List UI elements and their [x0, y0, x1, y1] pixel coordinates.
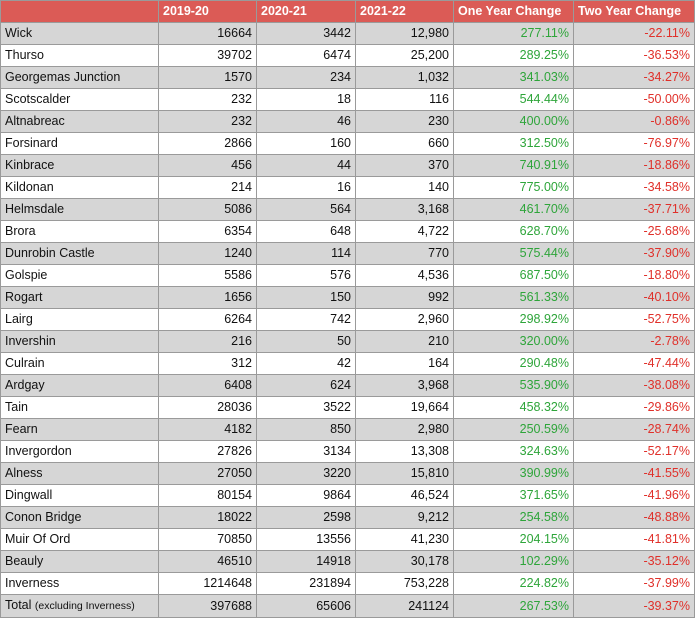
one-year-change-cell[interactable]: 102.29% [454, 551, 574, 573]
two-year-change-cell[interactable]: -41.55% [574, 463, 695, 485]
one-year-change-cell[interactable]: 400.00% [454, 111, 574, 133]
header-2019-20[interactable]: 2019-20 [159, 1, 257, 23]
station-name-cell[interactable]: Invergordon [1, 441, 159, 463]
two-year-change-cell[interactable]: -2.78% [574, 331, 695, 353]
value-2020-21-cell[interactable]: 576 [257, 265, 356, 287]
value-2021-22-cell[interactable]: 4,536 [356, 265, 454, 287]
value-2021-22-cell[interactable]: 164 [356, 353, 454, 375]
table-row [1, 67, 695, 89]
table-row [1, 221, 695, 243]
two-year-change-cell[interactable]: -41.81% [574, 529, 695, 551]
one-year-change-cell[interactable]: 535.90% [454, 375, 574, 397]
value-2021-22-cell[interactable]: 46,524 [356, 485, 454, 507]
total-label-note: (excluding Inverness) [34, 600, 135, 612]
table-row [1, 529, 695, 551]
value-2020-21-cell[interactable]: 3220 [257, 463, 356, 485]
one-year-change-cell[interactable]: 224.82% [454, 573, 574, 595]
table-row [1, 397, 695, 419]
table-row [1, 89, 695, 111]
one-year-change-cell[interactable]: 320.00% [454, 331, 574, 353]
value-2020-21-cell[interactable]: 2598 [257, 507, 356, 529]
total-label: Total [5, 598, 32, 612]
value-2020-21-cell[interactable]: 18 [257, 89, 356, 111]
value-2021-22-cell[interactable]: 1,032 [356, 67, 454, 89]
value-2021-22-cell[interactable]: 2,960 [356, 309, 454, 331]
one-year-change-cell[interactable]: 289.25% [454, 45, 574, 67]
table-row [1, 309, 695, 331]
table-row [1, 463, 695, 485]
station-name-cell[interactable]: Dunrobin Castle [1, 243, 159, 265]
value-2019-20-cell[interactable]: 456 [159, 155, 257, 177]
value-2021-22-cell[interactable]: 3,168 [356, 199, 454, 221]
table-body [1, 23, 695, 618]
one-year-change-cell[interactable]: 298.92% [454, 309, 574, 331]
value-2020-21-cell[interactable]: 160 [257, 133, 356, 155]
station-name-cell[interactable]: Brora [1, 221, 159, 243]
one-year-change-cell[interactable]: 390.99% [454, 463, 574, 485]
station-name-cell[interactable]: Golspie [1, 265, 159, 287]
station-name-cell[interactable]: Ardgay [1, 375, 159, 397]
value-2019-20-cell[interactable]: 18022 [159, 507, 257, 529]
value-2019-20-cell[interactable]: 4182 [159, 419, 257, 441]
value-2021-22-cell[interactable]: 30,178 [356, 551, 454, 573]
value-2019-20-cell[interactable]: 80154 [159, 485, 257, 507]
station-name-cell[interactable]: Beauly [1, 551, 159, 573]
value-2020-21-cell[interactable]: 234 [257, 67, 356, 89]
one-year-change-cell[interactable]: 371.65% [454, 485, 574, 507]
table-row [1, 353, 695, 375]
value-2019-20-cell[interactable]: 232 [159, 111, 257, 133]
two-year-change-cell[interactable]: -22.11% [574, 23, 695, 45]
total-two-year-change-cell[interactable]: -39.37% [574, 595, 695, 618]
value-2021-22-cell[interactable]: 770 [356, 243, 454, 265]
value-2021-22-cell[interactable]: 12,980 [356, 23, 454, 45]
value-2020-21-cell[interactable]: 3522 [257, 397, 356, 419]
two-year-change-cell[interactable]: -37.71% [574, 199, 695, 221]
value-2019-20-cell[interactable]: 46510 [159, 551, 257, 573]
station-name-cell[interactable]: Scotscalder [1, 89, 159, 111]
value-2019-20-cell[interactable]: 232 [159, 89, 257, 111]
one-year-change-cell[interactable]: 254.58% [454, 507, 574, 529]
table-row [1, 573, 695, 595]
value-2021-22-cell[interactable]: 660 [356, 133, 454, 155]
value-2019-20-cell[interactable]: 6408 [159, 375, 257, 397]
two-year-change-cell[interactable]: -37.90% [574, 243, 695, 265]
header-row [1, 1, 695, 23]
value-2020-21-cell[interactable]: 14918 [257, 551, 356, 573]
value-2019-20-cell[interactable]: 1240 [159, 243, 257, 265]
one-year-change-cell[interactable]: 575.44% [454, 243, 574, 265]
one-year-change-cell[interactable]: 312.50% [454, 133, 574, 155]
value-2019-20-cell[interactable]: 39702 [159, 45, 257, 67]
station-name-cell[interactable]: Forsinard [1, 133, 159, 155]
two-year-change-cell[interactable]: -18.86% [574, 155, 695, 177]
one-year-change-cell[interactable]: 341.03% [454, 67, 574, 89]
value-2019-20-cell[interactable]: 27826 [159, 441, 257, 463]
station-name-cell[interactable]: Inverness [1, 573, 159, 595]
two-year-change-cell[interactable]: -47.44% [574, 353, 695, 375]
value-2021-22-cell[interactable]: 13,308 [356, 441, 454, 463]
one-year-change-cell[interactable]: 740.91% [454, 155, 574, 177]
value-2020-21-cell[interactable]: 150 [257, 287, 356, 309]
two-year-change-cell[interactable]: -48.88% [574, 507, 695, 529]
station-name-cell[interactable]: Muir Of Ord [1, 529, 159, 551]
one-year-change-cell[interactable]: 687.50% [454, 265, 574, 287]
table-row [1, 133, 695, 155]
one-year-change-cell[interactable]: 290.48% [454, 353, 574, 375]
station-name-cell[interactable]: Kinbrace [1, 155, 159, 177]
table-row [1, 177, 695, 199]
value-2020-21-cell[interactable]: 16 [257, 177, 356, 199]
two-year-change-cell[interactable]: -35.12% [574, 551, 695, 573]
value-2021-22-cell[interactable]: 210 [356, 331, 454, 353]
header-2021-22[interactable]: 2021-22 [356, 1, 454, 23]
two-year-change-cell[interactable]: -34.58% [574, 177, 695, 199]
table-row [1, 199, 695, 221]
value-2021-22-cell[interactable]: 140 [356, 177, 454, 199]
two-year-change-cell[interactable]: -28.74% [574, 419, 695, 441]
value-2019-20-cell[interactable]: 27050 [159, 463, 257, 485]
total-label-cell[interactable] [1, 595, 159, 618]
value-2019-20-cell[interactable]: 6264 [159, 309, 257, 331]
value-2019-20-cell[interactable]: 1656 [159, 287, 257, 309]
station-name-cell[interactable]: Altnabreac [1, 111, 159, 133]
value-2020-21-cell[interactable]: 6474 [257, 45, 356, 67]
value-2020-21-cell[interactable]: 46 [257, 111, 356, 133]
table-row [1, 265, 695, 287]
table-row [1, 507, 695, 529]
value-2019-20-cell[interactable]: 312 [159, 353, 257, 375]
one-year-change-cell[interactable]: 277.11% [454, 23, 574, 45]
value-2021-22-cell[interactable]: 2,980 [356, 419, 454, 441]
value-2020-21-cell[interactable]: 114 [257, 243, 356, 265]
one-year-change-cell[interactable]: 204.15% [454, 529, 574, 551]
header-one-year-change[interactable]: One Year Change [454, 1, 574, 23]
table-row [1, 441, 695, 463]
value-2021-22-cell[interactable]: 4,722 [356, 221, 454, 243]
table-row [1, 375, 695, 397]
station-name-cell[interactable]: Kildonan [1, 177, 159, 199]
total-2020-21-cell[interactable]: 65606 [257, 595, 356, 618]
table-row [1, 331, 695, 353]
header-two-year-change[interactable]: Two Year Change [574, 1, 695, 23]
value-2019-20-cell[interactable]: 1214648 [159, 573, 257, 595]
value-2020-21-cell[interactable]: 564 [257, 199, 356, 221]
table-row [1, 155, 695, 177]
value-2021-22-cell[interactable]: 9,212 [356, 507, 454, 529]
table-row [1, 111, 695, 133]
value-2020-21-cell[interactable]: 9864 [257, 485, 356, 507]
value-2021-22-cell[interactable]: 25,200 [356, 45, 454, 67]
one-year-change-cell[interactable]: 324.63% [454, 441, 574, 463]
value-2021-22-cell[interactable]: 753,228 [356, 573, 454, 595]
one-year-change-cell[interactable]: 458.32% [454, 397, 574, 419]
two-year-change-cell[interactable]: -52.17% [574, 441, 695, 463]
value-2021-22-cell[interactable]: 19,664 [356, 397, 454, 419]
table-row [1, 551, 695, 573]
value-2020-21-cell[interactable]: 3442 [257, 23, 356, 45]
station-name-cell[interactable]: Georgemas Junction [1, 67, 159, 89]
station-name-cell[interactable]: Wick [1, 23, 159, 45]
value-2020-21-cell[interactable]: 44 [257, 155, 356, 177]
table-row [1, 23, 695, 45]
one-year-change-cell[interactable]: 561.33% [454, 287, 574, 309]
value-2019-20-cell[interactable]: 1570 [159, 67, 257, 89]
value-2020-21-cell[interactable]: 742 [257, 309, 356, 331]
one-year-change-cell[interactable]: 461.70% [454, 199, 574, 221]
one-year-change-cell[interactable]: 775.00% [454, 177, 574, 199]
value-2021-22-cell[interactable]: 3,968 [356, 375, 454, 397]
two-year-change-cell[interactable]: -25.68% [574, 221, 695, 243]
total-one-year-change-cell[interactable]: 267.53% [454, 595, 574, 618]
table-row [1, 485, 695, 507]
station-name-cell[interactable]: Helmsdale [1, 199, 159, 221]
two-year-change-cell[interactable]: -50.00% [574, 89, 695, 111]
value-2020-21-cell[interactable]: 13556 [257, 529, 356, 551]
value-2019-20-cell[interactable]: 214 [159, 177, 257, 199]
value-2019-20-cell[interactable]: 6354 [159, 221, 257, 243]
value-2020-21-cell[interactable]: 624 [257, 375, 356, 397]
two-year-change-cell[interactable]: -41.96% [574, 485, 695, 507]
station-name-cell[interactable]: Thurso [1, 45, 159, 67]
value-2020-21-cell[interactable]: 648 [257, 221, 356, 243]
two-year-change-cell[interactable]: -37.99% [574, 573, 695, 595]
value-2019-20-cell[interactable]: 5086 [159, 199, 257, 221]
two-year-change-cell[interactable]: -36.53% [574, 45, 695, 67]
value-2020-21-cell[interactable]: 42 [257, 353, 356, 375]
total-row [1, 595, 695, 618]
two-year-change-cell[interactable]: -40.10% [574, 287, 695, 309]
station-name-cell[interactable]: Culrain [1, 353, 159, 375]
value-2019-20-cell[interactable]: 2866 [159, 133, 257, 155]
two-year-change-cell[interactable]: -76.97% [574, 133, 695, 155]
value-2020-21-cell[interactable]: 850 [257, 419, 356, 441]
value-2019-20-cell[interactable]: 28036 [159, 397, 257, 419]
two-year-change-cell[interactable]: -34.27% [574, 67, 695, 89]
station-name-cell[interactable]: Lairg [1, 309, 159, 331]
one-year-change-cell[interactable]: 628.70% [454, 221, 574, 243]
table-row [1, 419, 695, 441]
two-year-change-cell[interactable]: -38.08% [574, 375, 695, 397]
header-corner-cell[interactable] [1, 1, 159, 23]
two-year-change-cell[interactable]: -0.86% [574, 111, 695, 133]
station-name-cell[interactable]: Invershin [1, 331, 159, 353]
station-name-cell[interactable]: Fearn [1, 419, 159, 441]
table-row [1, 287, 695, 309]
value-2021-22-cell[interactable]: 230 [356, 111, 454, 133]
one-year-change-cell[interactable]: 544.44% [454, 89, 574, 111]
value-2019-20-cell[interactable]: 216 [159, 331, 257, 353]
table-row [1, 243, 695, 265]
value-2021-22-cell[interactable]: 41,230 [356, 529, 454, 551]
one-year-change-cell[interactable]: 250.59% [454, 419, 574, 441]
total-2019-20-cell[interactable]: 397688 [159, 595, 257, 618]
total-2021-22-cell[interactable]: 241124 [356, 595, 454, 618]
value-2019-20-cell[interactable]: 70850 [159, 529, 257, 551]
station-name-cell[interactable]: Dingwall [1, 485, 159, 507]
value-2021-22-cell[interactable]: 116 [356, 89, 454, 111]
value-2020-21-cell[interactable]: 231894 [257, 573, 356, 595]
station-name-cell[interactable]: Alness [1, 463, 159, 485]
value-2019-20-cell[interactable]: 16664 [159, 23, 257, 45]
value-2021-22-cell[interactable]: 992 [356, 287, 454, 309]
value-2021-22-cell[interactable]: 370 [356, 155, 454, 177]
value-2020-21-cell[interactable]: 3134 [257, 441, 356, 463]
header-2020-21[interactable]: 2020-21 [257, 1, 356, 23]
station-name-cell[interactable]: Tain [1, 397, 159, 419]
station-name-cell[interactable]: Conon Bridge [1, 507, 159, 529]
station-name-cell[interactable]: Rogart [1, 287, 159, 309]
two-year-change-cell[interactable]: -18.80% [574, 265, 695, 287]
two-year-change-cell[interactable]: -52.75% [574, 309, 695, 331]
two-year-change-cell[interactable]: -29.86% [574, 397, 695, 419]
value-2019-20-cell[interactable]: 5586 [159, 265, 257, 287]
value-2021-22-cell[interactable]: 15,810 [356, 463, 454, 485]
value-2020-21-cell[interactable]: 50 [257, 331, 356, 353]
table-row [1, 45, 695, 67]
